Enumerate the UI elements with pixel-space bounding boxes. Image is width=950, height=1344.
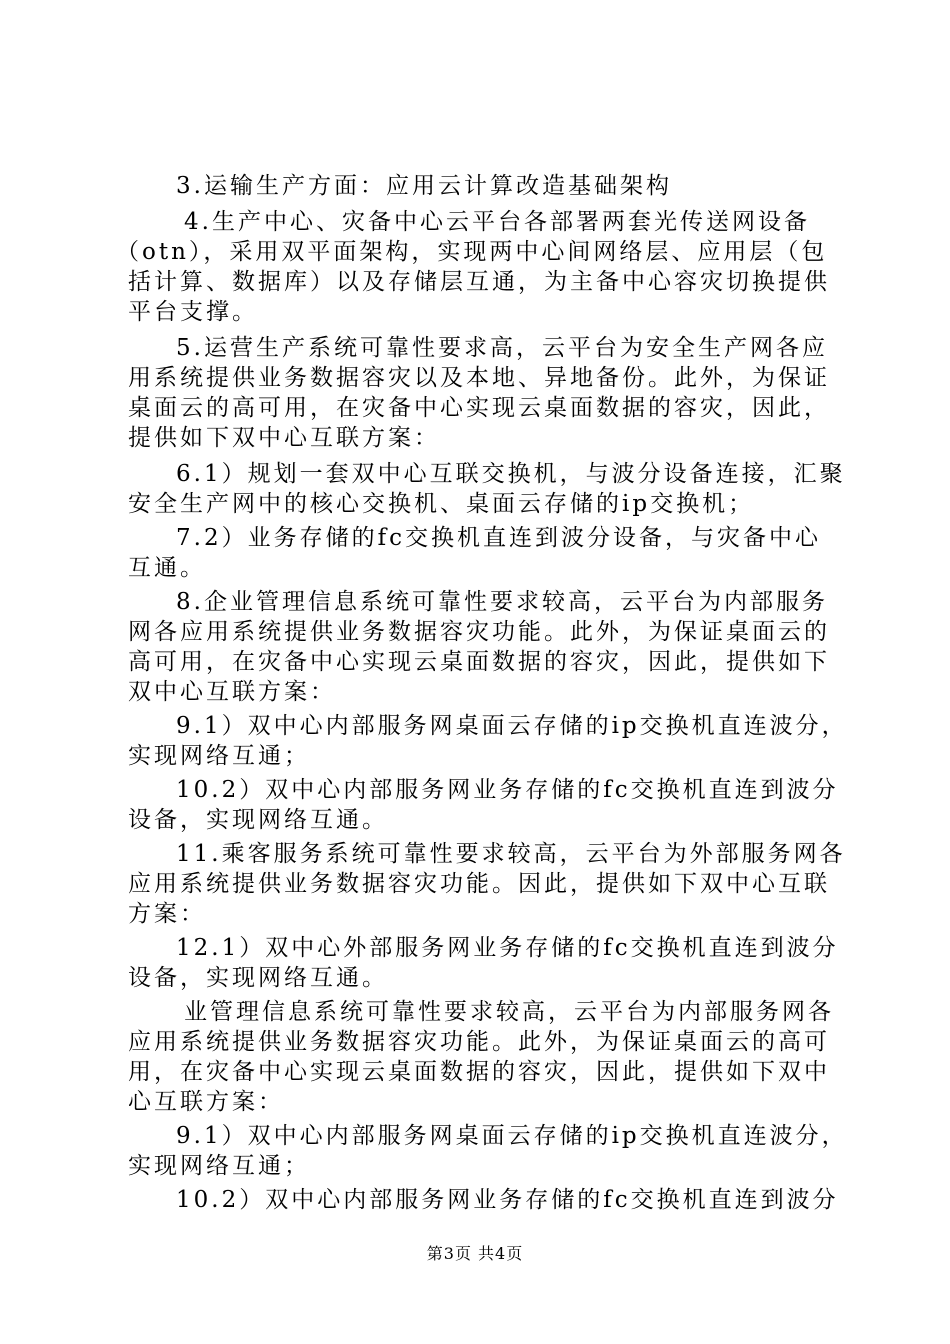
- text-line: 提供如下双中心互联方案：: [128, 425, 440, 451]
- text-line: 应用系统提供业务数据容灾功能。此外，为保证桌面云的高可: [128, 1029, 830, 1055]
- text-line: 3.运输生产方面：应用云计算改造基础架构: [176, 173, 672, 199]
- text-line: 5.运营生产系统可靠性要求高，云平台为安全生产网各应: [176, 335, 828, 361]
- text-line: 7.2）业务存储的fc交换机直连到波分设备，与灾备中心: [176, 525, 821, 551]
- text-line: 高可用，在灾备中心实现云桌面数据的容灾，因此，提供如下: [128, 649, 830, 675]
- text-line: 实现网络互通；: [128, 1153, 310, 1179]
- text-line: 9.1）双中心内部服务网桌面云存储的ip交换机直连波分，: [176, 1123, 848, 1149]
- text-line: （otn），采用双平面架构，实现两中心间网络层、应用层（包: [116, 239, 828, 265]
- text-line: 8.企业管理信息系统可靠性要求较高，云平台为内部服务: [176, 589, 828, 615]
- text-line: 设备，实现网络互通。: [128, 965, 388, 991]
- text-line: 9.1）双中心内部服务网桌面云存储的ip交换机直连波分，: [176, 713, 848, 739]
- text-line: 6.1）规划一套双中心互联交换机，与波分设备连接，汇聚: [176, 461, 846, 487]
- text-line: 用系统提供业务数据容灾以及本地、异地备份。此外，为保证: [128, 365, 830, 391]
- text-line: 互通。: [128, 555, 206, 581]
- text-line: 业管理信息系统可靠性要求较高，云平台为内部服务网各: [184, 999, 834, 1025]
- text-line: 用，在灾备中心实现云桌面数据的容灾，因此，提供如下双中: [128, 1059, 830, 1085]
- text-line: 设备，实现网络互通。: [128, 807, 388, 833]
- text-line: 实现网络互通；: [128, 743, 310, 769]
- text-line: 括计算、数据库）以及存储层互通，为主备中心容灾切换提供: [128, 269, 830, 295]
- text-line: 12.1）双中心外部服务网业务存储的fc交换机直连到波分: [176, 935, 839, 961]
- text-line: 4.生产中心、灾备中心云平台各部署两套光传送网设备: [184, 209, 810, 235]
- text-line: 双中心互联方案：: [128, 679, 336, 705]
- text-line: 平台支撑。: [128, 299, 258, 325]
- text-line: 方案：: [128, 901, 206, 927]
- text-line: 10.2）双中心内部服务网业务存储的fc交换机直连到波分: [176, 777, 839, 803]
- text-line: 11.乘客服务系统可靠性要求较高，云平台为外部服务网各: [176, 841, 846, 867]
- page-number-footer: 第3页 共4页: [426, 1244, 524, 1263]
- text-line: 安全生产网中的核心交换机、桌面云存储的ip交换机；: [128, 491, 755, 517]
- text-line: 心互联方案：: [128, 1089, 284, 1115]
- text-line: 网各应用系统提供业务数据容灾功能。此外，为保证桌面云的: [128, 619, 830, 645]
- text-line: 应用系统提供业务数据容灾功能。因此，提供如下双中心互联: [128, 871, 830, 897]
- text-line: 桌面云的高可用，在灾备中心实现云桌面数据的容灾，因此，: [128, 395, 830, 421]
- text-line: 10.2）双中心内部服务网业务存储的fc交换机直连到波分: [176, 1187, 839, 1213]
